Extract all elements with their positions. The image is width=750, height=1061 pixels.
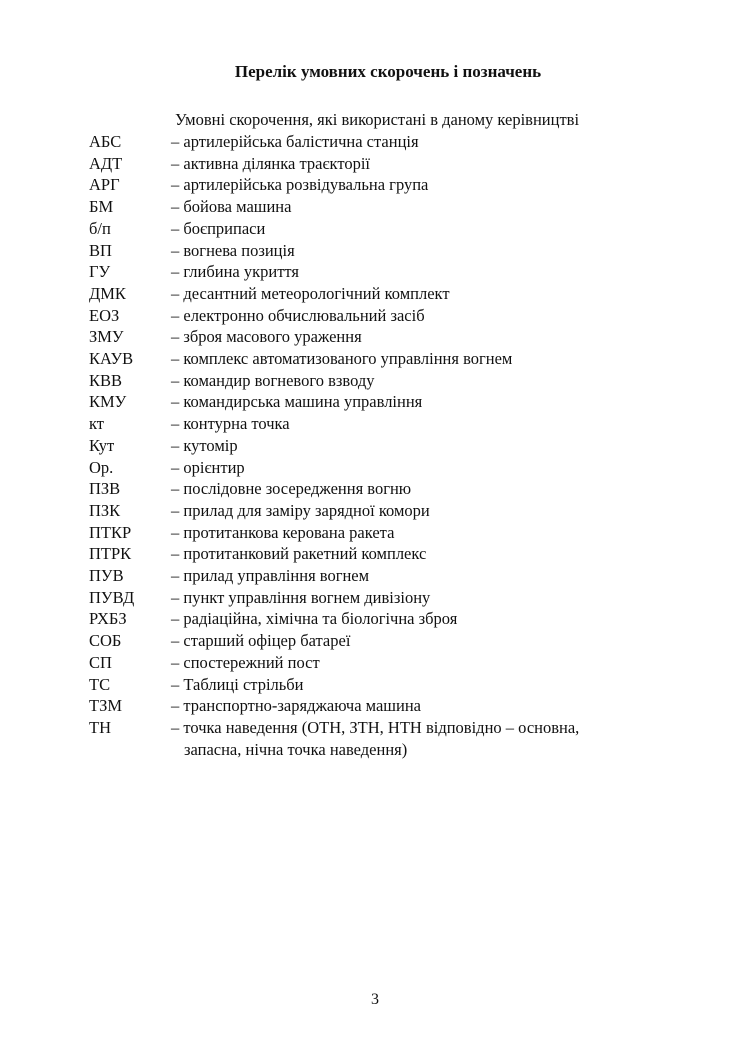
list-item (89, 608, 665, 630)
page-title: Перелік умовних скорочень і позначень (234, 62, 542, 81)
abbreviation: Ор. (89, 457, 114, 477)
list-item (89, 630, 665, 652)
list-item (89, 543, 665, 565)
definition: – протитанковий ракетний комплекс (171, 544, 427, 564)
list-item (89, 565, 665, 587)
list-item (89, 457, 665, 479)
list-item (89, 326, 665, 348)
list-item (89, 370, 665, 392)
abbreviation: СП (89, 652, 112, 672)
abbreviation: АРГ (89, 175, 120, 195)
list-item (89, 391, 665, 413)
definition: – десантний метеорологічний комплект (171, 283, 450, 303)
definition: – орієнтир (171, 457, 245, 477)
definition: – командир вогневого взводу (171, 370, 375, 390)
definition: – послідовне зосередження вогню (171, 479, 412, 499)
definition-text: – точка наведення (ОТН, ЗТН, НТН відповідно – основна, (171, 717, 580, 737)
abbreviation: КМУ (89, 392, 127, 412)
definition: – кутомір (171, 435, 238, 455)
abbreviation: ПЗВ (89, 479, 121, 499)
abbreviation: АБС (89, 132, 122, 151)
definition: – прилад для заміру зарядної комори (171, 500, 430, 520)
abbreviation: ПУВД (89, 587, 135, 607)
definition: – прилад управління вогнем (171, 566, 370, 586)
abbreviation: ДМК (89, 283, 126, 303)
definition: – вогнева позиція (171, 240, 295, 260)
abbreviation: АДТ (89, 153, 123, 173)
page-number: 3 (371, 991, 379, 1008)
abbreviation: ВП (89, 240, 112, 260)
abbreviation: кт (89, 414, 105, 434)
definition: – командирська машина управління (171, 392, 423, 412)
definition: – артилерійська розвідувальна група (171, 175, 429, 195)
section-subtitle: Умовні скорочення, які використані в даному керівництві (174, 110, 580, 129)
list-item (89, 413, 665, 435)
abbreviation-list (89, 131, 665, 760)
abbreviation: ТН (89, 717, 111, 737)
definition: – боєприпаси (171, 218, 266, 238)
list-item (89, 283, 665, 305)
list-item (89, 587, 665, 609)
definition: – глибина укриття (171, 262, 300, 282)
list-item (89, 674, 665, 696)
list-item (89, 196, 665, 218)
list-item (89, 174, 665, 196)
abbreviation: ТЗМ (89, 696, 123, 716)
definition: – пункт управління вогнем дивізіону (171, 587, 431, 607)
list-item (89, 348, 665, 370)
definition (171, 717, 665, 760)
definition: – комплекс автоматизованого управління вогнем (171, 349, 513, 369)
abbreviation: б/п (89, 218, 111, 238)
abbreviation: КВВ (89, 370, 123, 390)
definition: – спостережний пост (171, 652, 320, 672)
list-item (89, 305, 665, 327)
abbreviation: СОБ (89, 631, 122, 651)
abbreviation: ПЗК (89, 500, 121, 520)
definition: – активна ділянка траєкторії (171, 153, 370, 173)
abbreviation: ПТКР (89, 522, 132, 542)
definition: – електронно обчислювальний засіб (171, 305, 425, 325)
abbreviation: ТС (89, 674, 111, 694)
definition: – бойова машина (171, 197, 292, 217)
list-item (89, 478, 665, 500)
abbreviation: ЗМУ (89, 327, 124, 347)
list-item (89, 522, 665, 544)
definition-continuation: запасна, нічна точка наведення) (184, 739, 408, 759)
list-item (89, 717, 665, 760)
abbreviation: ГУ (89, 262, 111, 282)
list-item (89, 435, 665, 457)
definition: – радіаційна, хімічна та біологічна зброя (171, 609, 458, 629)
list-item (89, 261, 665, 283)
list-item (89, 131, 665, 153)
list-item (89, 500, 665, 522)
abbreviation: КАУВ (89, 349, 134, 369)
abbreviation: БМ (89, 197, 114, 217)
list-item (89, 240, 665, 262)
abbreviation: ПТРК (89, 544, 132, 564)
list-item (89, 153, 665, 175)
abbreviation: Кут (89, 435, 115, 455)
definition: – Таблиці стрільби (171, 674, 304, 694)
abbreviation: ЕОЗ (89, 305, 120, 325)
definition: – старший офіцер батареї (171, 631, 351, 651)
definition: – зброя масового ураження (171, 327, 362, 347)
list-item (89, 695, 665, 717)
definition: – контурна точка (171, 414, 290, 434)
abbreviation: РХБЗ (89, 609, 127, 629)
definition: – транспортно-заряджаюча машина (171, 696, 421, 716)
list-item (89, 218, 665, 240)
definition: – артилерійська балістична станція (171, 132, 419, 151)
definition: – протитанкова керована ракета (171, 522, 395, 542)
abbreviation: ПУВ (89, 566, 124, 586)
list-item (89, 652, 665, 674)
